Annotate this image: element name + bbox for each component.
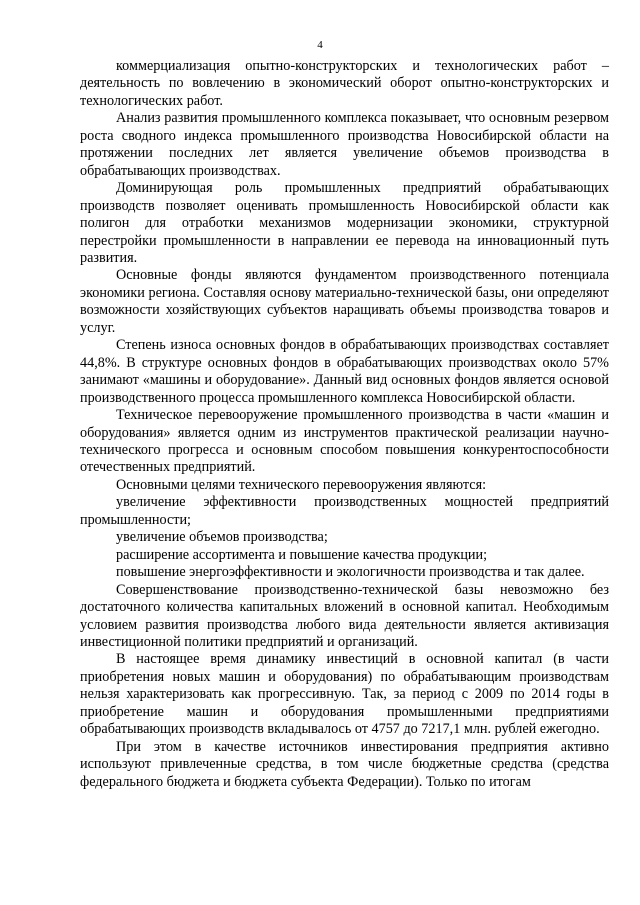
list-item-energy: повышение энергоэффективности и экологичности производства и так далее. bbox=[116, 564, 585, 581]
list-item-volume: увеличение объемов производства; bbox=[116, 529, 328, 546]
paragraph-investment-dynamics: В настоящее время динамику инвестиций в основной капитал (в части приобретения новых машин и оборудования) по обрабатывающим производствам нельзя характеризовать как прогрессивную. Так, за период с 2009 по 2014 годы в приобретение машин и оборудования промышленными предприятиями обрабатывающих производств вкладывалось от 4757 до 7217,1 млн. рублей ежегодно. bbox=[80, 651, 609, 738]
page-number: 4 bbox=[317, 39, 323, 51]
paragraph-goals-intro: Основными целями технического перевооружения являются: bbox=[116, 476, 487, 493]
document-body bbox=[80, 58, 609, 791]
paragraph-funding-sources: При этом в качестве источников инвестирования предприятия активно используют привлеченные средства, в том числе бюджетные средства (средства федерального бюджета и бюджета субъекта Федерации). Только по итогам bbox=[80, 738, 609, 790]
paragraph-dominant-role: Доминирующая роль промышленных предприятий обрабатывающих производств позволяет оценивать промышленность Новосибирской области как полигон для отработки механизмов модернизации экономики, структурной перестройки промышленности в направлении ее перевода на инновационный путь развития. bbox=[80, 180, 609, 266]
paragraph-investment-base: Совершенствование производственно-технической базы невозможно без достаточного количества капитальных вложений в основной капитал. Необходимым условием развития производства любого вида деятельности является активизация инвестиционной политики предприятий и организаций. bbox=[80, 581, 609, 650]
paragraph-fixed-assets: Основные фонды являются фундаментом производственного потенциала экономики региона. Составляя основу материально-технической базы, они определяют возможности хозяйствующих субъектов наращивать объемы производства товаров и услуг. bbox=[80, 267, 609, 336]
paragraph-industry-analysis: Анализ развития промышленного комплекса показывает, что основным резервом роста сводного индекса промышленного производства Новосибирской области на протяжении последних лет является увеличение объемов производства в обрабатывающих производствах. bbox=[80, 110, 609, 179]
list-item-efficiency: увеличение эффективности производственных мощностей предприятий промышленности; bbox=[80, 494, 609, 528]
paragraph-depreciation: Степень износа основных фондов в обрабатывающих производствах составляет 44,8%. В структуре основных фондов в обрабатывающих производствах около 57% занимают «машины и оборудование». Данный вид основных фондов является основой производственного процесса промышленного комплекса Новосибирской области. bbox=[80, 337, 609, 406]
list-item-assortment: расширение ассортимента и повышение качества продукции; bbox=[116, 546, 488, 563]
paragraph-re-equipment: Техническое перевооружение промышленного производства в части «машин и оборудования» является одним из инструментов практической реализации научно-технического прогресса и основным способом повышения конкурентоспособности отечественных предприятий. bbox=[80, 407, 609, 476]
paragraph-commercialization: коммерциализация опытно-конструкторских и технологических работ – деятельность по вовлечению в экономический оборот опытно-конструкторских и технологических работ. bbox=[80, 58, 609, 109]
